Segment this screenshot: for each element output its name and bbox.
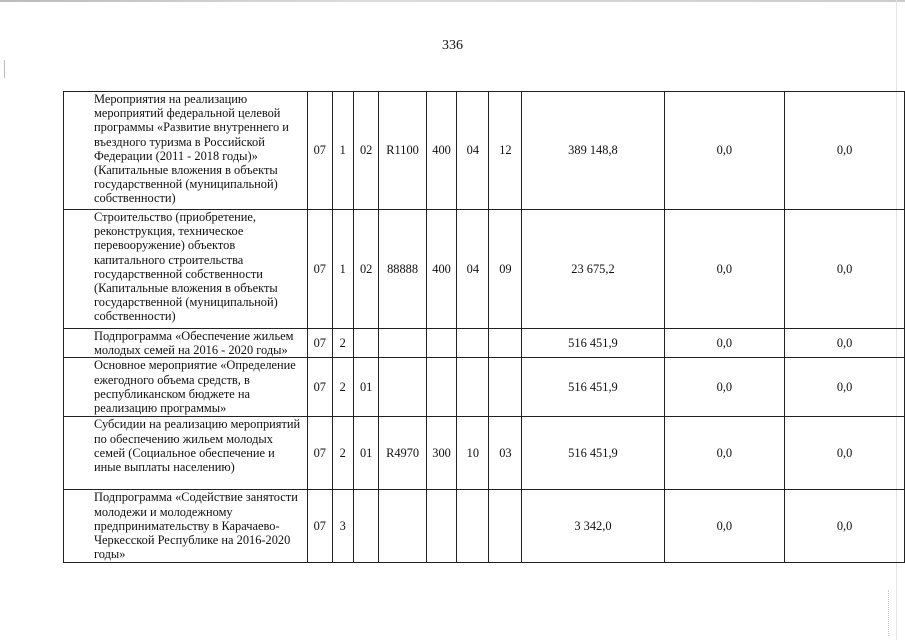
amount-year-1: 516 451,9 [522, 358, 664, 417]
row-name: Субсидии на реализацию мероприятий по обеспечению жильем молодых семей (Социальное обеспечение и иные выплаты населению) [64, 417, 308, 490]
table-row [64, 210, 905, 329]
code-direction [379, 490, 426, 563]
code-direction: 88888 [379, 210, 426, 329]
code-ministry: 07 [308, 417, 333, 490]
code-section [457, 358, 489, 417]
code-section: 04 [457, 92, 489, 210]
code-subprogram: 1 [332, 92, 353, 210]
table-row [64, 329, 905, 358]
table-row [64, 417, 905, 490]
code-expense-type [426, 358, 457, 417]
amount-year-2: 0,0 [664, 329, 785, 358]
scan-dots-right [888, 590, 890, 636]
row-name: Подпрограмма «Обеспечение жильем молодых семей на 2016 - 2020 годы» [64, 329, 308, 358]
amount-year-3: 0,0 [785, 417, 905, 490]
table-row [64, 92, 905, 210]
table-row [64, 490, 905, 563]
code-subprogram: 2 [332, 417, 353, 490]
code-subsection [489, 490, 522, 563]
amount-year-2: 0,0 [664, 358, 785, 417]
code-expense-type: 400 [426, 210, 457, 329]
amount-year-3: 0,0 [785, 210, 905, 329]
code-expense-type [426, 329, 457, 358]
code-direction: R4970 [379, 417, 426, 490]
code-ministry: 07 [308, 92, 333, 210]
code-subsection [489, 329, 522, 358]
code-direction [379, 329, 426, 358]
table-row [64, 358, 905, 417]
code-subprogram: 2 [332, 358, 353, 417]
code-expense-type: 400 [426, 92, 457, 210]
code-subsection: 09 [489, 210, 522, 329]
row-name: Подпрограмма «Содействие занятости молодежи и молодежному предпринимательству в Карачаево-Черкесской Республике на 2016-2020 годы» [64, 490, 308, 563]
amount-year-1: 389 148,8 [522, 92, 664, 210]
amount-year-1: 23 675,2 [522, 210, 664, 329]
code-activity: 02 [353, 210, 378, 329]
code-activity [353, 329, 378, 358]
code-subsection [489, 358, 522, 417]
code-section: 10 [457, 417, 489, 490]
row-name: Строительство (приобретение, реконструкция, техническое перевооружение) объектов капитального строительства государственной собственности (Капитальные вложения в объекты государственной (муниципальной) собственности) [64, 210, 308, 329]
amount-year-3: 0,0 [785, 490, 905, 563]
code-section: 04 [457, 210, 489, 329]
code-direction [379, 358, 426, 417]
code-activity: 02 [353, 92, 378, 210]
amount-year-1: 516 451,9 [522, 417, 664, 490]
code-ministry: 07 [308, 210, 333, 329]
row-name: Мероприятия на реализацию мероприятий федеральной целевой программы «Развитие внутреннего и въездного туризма в Российской Федерации (2011 - 2018 годы)» (Капитальные вложения в объекты государственной (муниципальной) собственности) [64, 92, 308, 210]
amount-year-3: 0,0 [785, 358, 905, 417]
amount-year-3: 0,0 [785, 92, 905, 210]
code-ministry: 07 [308, 329, 333, 358]
code-subprogram: 2 [332, 329, 353, 358]
scan-edge-left [4, 60, 5, 78]
code-activity: 01 [353, 358, 378, 417]
code-activity: 01 [353, 417, 378, 490]
code-subprogram: 1 [332, 210, 353, 329]
code-subprogram: 3 [332, 490, 353, 563]
code-expense-type [426, 490, 457, 563]
code-subsection: 12 [489, 92, 522, 210]
budget-table [63, 91, 905, 563]
code-ministry: 07 [308, 358, 333, 417]
page-number: 336 [442, 38, 463, 53]
amount-year-1: 516 451,9 [522, 329, 664, 358]
scan-edge-top [0, 0, 905, 2]
code-subsection: 03 [489, 417, 522, 490]
code-ministry: 07 [308, 490, 333, 563]
code-section [457, 490, 489, 563]
amount-year-2: 0,0 [664, 210, 785, 329]
amount-year-2: 0,0 [664, 417, 785, 490]
code-expense-type: 300 [426, 417, 457, 490]
amount-year-2: 0,0 [664, 490, 785, 563]
code-section [457, 329, 489, 358]
amount-year-1: 3 342,0 [522, 490, 664, 563]
code-activity [353, 490, 378, 563]
code-direction: R1100 [379, 92, 426, 210]
row-name: Основное мероприятие «Определение ежегодного объема средств, в республиканском бюджете на реализацию программы» [64, 358, 308, 417]
amount-year-3: 0,0 [785, 329, 905, 358]
amount-year-2: 0,0 [664, 92, 785, 210]
